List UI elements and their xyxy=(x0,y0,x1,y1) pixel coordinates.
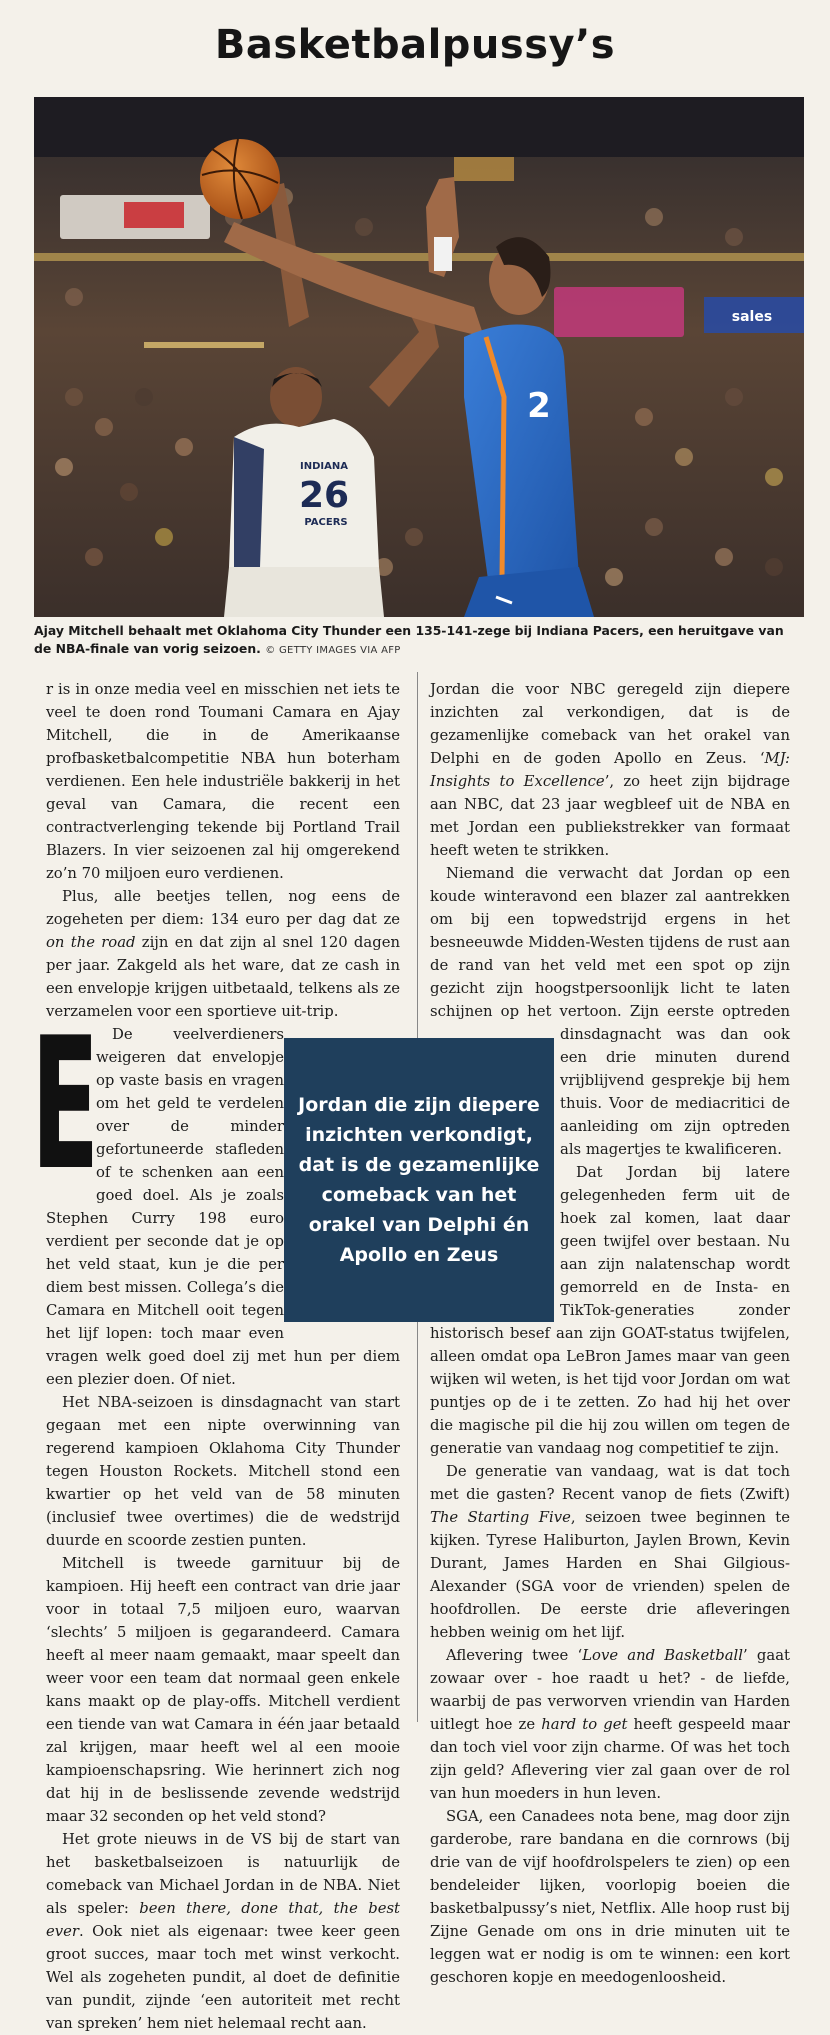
article-paragraph: Het grote nieuws in de VS bij de start van het basketbalseizoen is natuurlijk de comeback van Michael Jordan in de NBA. Niet als speler: been there, done that, the best ever. Ook niet als eigenaar: twee keer geen groot succes, maar toch met winst verkocht. Wel als zogeheten pundit, al doet de definitie van pundit, zijnde ‘een autoriteit met recht van spreken’ hem niet helemaal recht aan. xyxy=(46,1831,400,2032)
article-column-right xyxy=(430,678,790,1989)
svg-text:PACERS: PACERS xyxy=(304,517,348,528)
article-paragraph: Mitchell is tweede garnituur bij de kampioen. Hij heeft een contract van drie jaar voor in totaal 7,5 miljoen euro, waarvan ‘slechts’ 5 miljoen is gegarandeerd. Camara heeft al meer naam gemaakt, maar speelt dan weer voor een team dat normaal geen enkele kans maakt op de play-offs. Mitchell verdient een tiende van wat Camara in één jaar betaald zal krijgen, maar heeft wel al een mooie kampioenschapsring. Wie herinnert zich nog dat hij in de beslissende zevende wedstrijd maar 32 seconden op het veld stond? xyxy=(46,1555,400,1825)
svg-text:2: 2 xyxy=(527,386,551,426)
article-paragraph: De generatie van vandaag, wat is dat toch met die gasten? Recent vanop de fiets (Zwift) The Starting Five, seizoen twee beginnen te kijken. Tyrese Haliburton, Jaylen Brown, Kevin Durant, James Harden en Shai Gilgious-Alexander (SGA voor de vrienden) spelen de hoofdrollen. De eerste drie afleveringen hebben weinig om het lijf. xyxy=(430,1463,790,1641)
photo-credit: © GETTY IMAGES VIA AFP xyxy=(265,645,401,656)
drop-cap: E xyxy=(30,998,100,1210)
article-paragraph: Jordan die voor NBC geregeld zijn diepere inzichten zal verkondigen, dat is de gezamenlijke comeback van het orakel van Delphi en de goden Apollo en Zeus. ‘MJ: Insights to Excellence’, zo heet zijn bijdrage aan NBC, dat 23 jaar wegbleef uit de NBA en met Jordan een publiekstrekker van formaat heeft weten te strikken. xyxy=(430,681,791,859)
article-paragraph: SGA, een Canadees nota bene, mag door zijn garderobe, rare bandana en die cornrows (bij drie van de vijf hoofdrolspelers te zien) op een bendeleider lijken, voorlopig boeien die basketbalpussy’s niet, Netflix. Alle hoop rust bij Zijne Genade om ons in drie minuten uit te leggen wat er nodig is om te winnen: een kort geschoren kopje en meedogenloosheid. xyxy=(430,1808,790,1986)
svg-text:sales: sales xyxy=(731,309,773,325)
article-paragraph: Plus, alle beetjes tellen, nog eens de zogeheten per diem: 134 euro per dag dat ze on the road zijn en dat zijn al snel 120 dagen per jaar. Zakgeld als het ware, dat ze cash in een envelopje krijgen uitbetaald, telkens als ze verzamelen voor een sportieve uit-trip. xyxy=(46,888,400,1020)
svg-text:INDIANA: INDIANA xyxy=(300,461,348,472)
article-photo xyxy=(34,97,804,617)
pull-quote-text: Jordan die zijn diepere inzichten verkondigt, dat is de gezamenlijke comeback van het orakel van Delphi én Apollo en Zeus xyxy=(298,1094,540,1266)
article-paragraph: Het NBA-seizoen is dinsdagnacht van start gegaan met een nipte overwinning van regerend kampioen Oklahoma City Thunder tegen Houston Rockets. Mitchell stond een kwartier op het veld van de 58 minuten (inclusief twee overtimes) die de wedstrijd duurde en scoorde zestien punten. xyxy=(46,1394,400,1549)
article-paragraph: Niemand die verwacht dat Jordan op een koude winteravond een blazer zal aantrekken om bij een topwedstrijd ergens in het besneeuwde Midden-Westen tijdens de rust aan de rand van het veld met een spot op zijn gezicht zijn hoogstpersoonlijk licht te laten schijnen op het vertoon. Zijn eerste optreden dinsdagnacht was dan ook een drie minuten durend vrijblijvend gesprekje bij hem thuis. Voor de mediacritici de aanleiding om zijn optreden als magertjes te kwalificeren. xyxy=(430,865,790,1158)
article-paragraph: Aflevering twee ‘Love and Basketball’ gaat zowaar over - hoe raadt u het? - de liefde, waarbij de pas verworven vriendin van Harden uitlegt hoe ze hard to get heeft gespeeld maar dan toch viel voor zijn charme. Of was het toch zijn geld? Aflevering vier zal gaan over de rol van hun moeders in hun leven. xyxy=(430,1647,790,1802)
article-headline: Basketbalpussy’s xyxy=(214,22,616,68)
svg-text:26: 26 xyxy=(298,475,350,516)
article-paragraph: De veelverdieners weigeren dat envelopje op vaste basis en vragen om het geld te verdelen over de minder gefortuneerde stafleden of te schenken aan een goed doel. Als je zoals Stephen Curry 198 euro verdient per seconde dat je op het veld staat, kun je die per diem best missen. Collega’s die Camara en Mitchell ooit tegen het lijf lopen: toch maar even vragen welk goed doel zij met hun per diem een plezier doen. Of niet. xyxy=(46,1026,400,1388)
pull-quote xyxy=(284,1038,554,1322)
article-paragraph: r is in onze media veel en misschien net iets te veel te doen rond Toumani Camara en Ajay Mitchell, die in de Amerikaanse profbasketbalcompetitie NBA hun boterham verdienen. Een hele industriële bakkerij in het geval van Camara, die recent een contractverlenging tekende bij Portland Trail Blazers. In vier seizoenen zal hij omgerekend zo’n 70 miljoen euro verdienen. xyxy=(46,681,400,882)
photo-caption xyxy=(34,622,804,660)
article-paragraph: Dat Jordan bij latere gelegenheden ferm uit de hoek zal komen, laat daar geen twijfel over bestaan. Nu aan zijn nalatenschap wordt gemorreld en de Insta- en TikTok-generaties zonder historisch besef aan zijn GOAT-status twijfelen, alleen omdat opa LeBron James maar van geen wijken wil weten, is het tijd voor Jordan om wat puntjes op de i te zetten. Zo had hij het over die magische pil die hij zou willen om tegen de generatie van vandaag nog competitief te zijn. xyxy=(430,1164,790,1457)
caption-text: Ajay Mitchell behaalt met Oklahoma City Thunder een 135-141-zege bij Indiana Pacers, een heruitgave van de NBA-finale van vorig seizoen. xyxy=(34,623,784,656)
article-column-left xyxy=(30,678,400,2035)
